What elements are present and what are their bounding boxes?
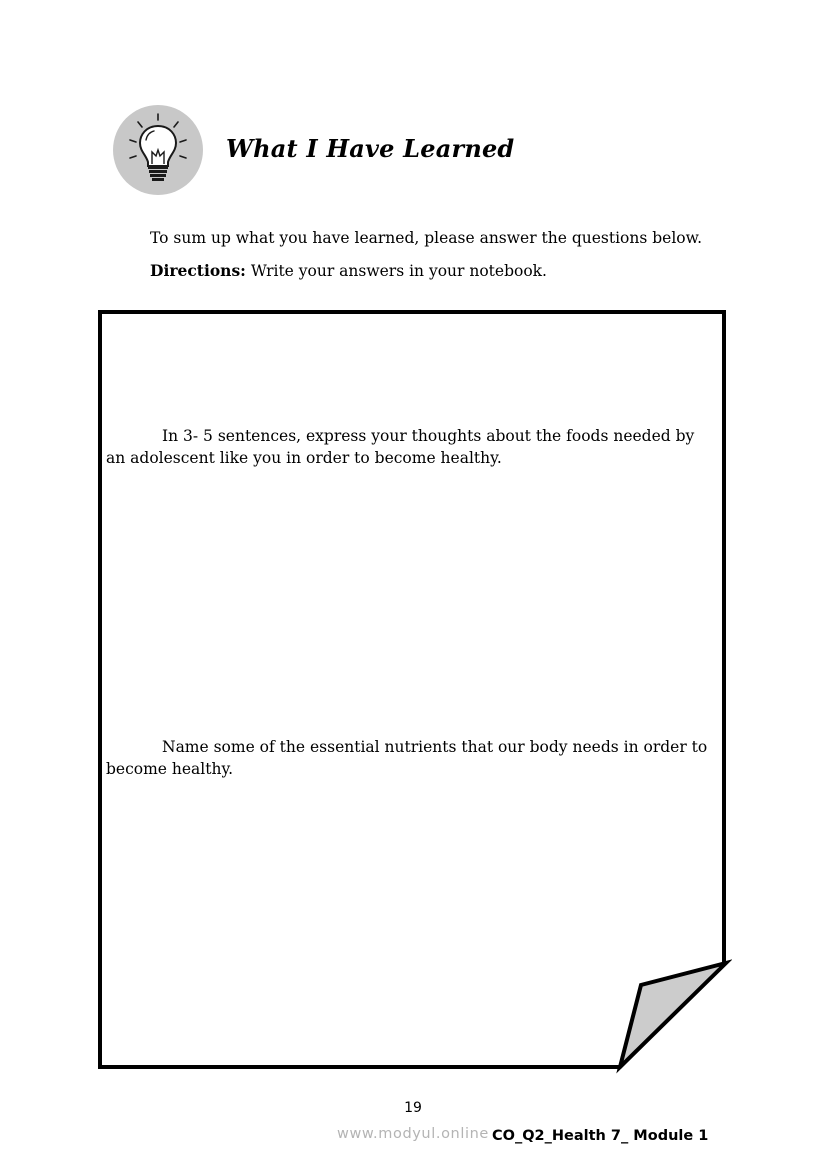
module-code: CO_Q2_Health 7_ Module 1: [492, 1128, 709, 1144]
directions-label: Directions:: [150, 261, 246, 280]
question-1: In 3- 5 sentences, express your thoughts about the foods needed by an adolescent like you in order to become healthy.: [106, 427, 695, 467]
directions-text: Write your answers in your notebook.: [250, 262, 547, 280]
watermark: www.modyul.online: [337, 1126, 489, 1142]
intro-text: To sum up what you have learned, please answer the questions below.: [150, 229, 702, 247]
question-2: Name some of the essential nutrients that our body needs in order to become healthy.: [106, 738, 708, 778]
answer-frame: [96, 308, 732, 1074]
page-number: 19: [404, 1100, 422, 1116]
section-title: What I Have Learned: [226, 134, 515, 163]
lightbulb-icon: [112, 104, 204, 196]
directions: [150, 261, 547, 280]
